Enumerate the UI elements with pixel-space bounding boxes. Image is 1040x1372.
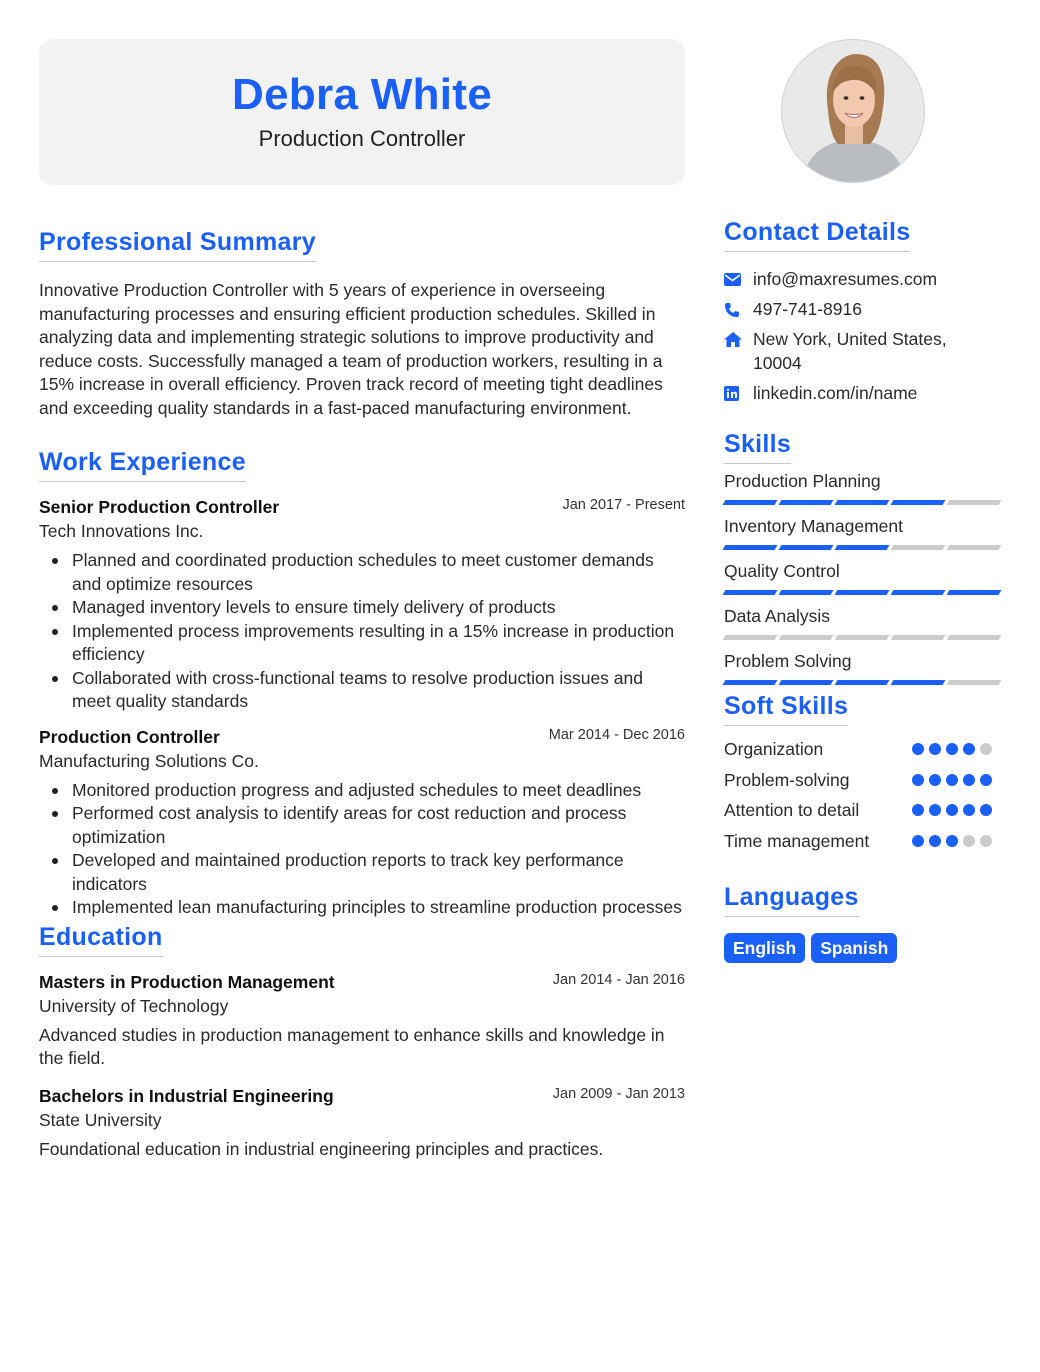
skills-list (724, 470, 1000, 685)
skill-level-segment (835, 500, 890, 505)
section-title-contact: Contact Details (724, 217, 910, 252)
education-section (39, 922, 685, 1162)
linkedin-icon (724, 382, 753, 405)
rating-dot (963, 774, 975, 786)
job-bullets (39, 549, 685, 714)
rating-dot (980, 774, 992, 786)
skill-item (724, 515, 1000, 550)
contact-email[interactable] (724, 268, 1000, 292)
section-title-summary: Professional Summary (39, 227, 316, 262)
rating-dot (980, 743, 992, 755)
section-title-soft-skills: Soft Skills (724, 691, 848, 726)
rating-dot (980, 804, 992, 816)
soft-skill-name: Organization (724, 739, 824, 759)
contact-linkedin[interactable] (724, 382, 1000, 406)
skill-level-segment (835, 635, 890, 640)
skill-item (724, 605, 1000, 640)
skill-name: Problem Solving (724, 651, 852, 671)
rating-dot (929, 804, 941, 816)
rating-dot (963, 804, 975, 816)
contact-linkedin-text: linkedin.com/in/name (753, 382, 918, 403)
rating-dot (980, 835, 992, 847)
contact-phone-text: 497-741-8916 (753, 299, 862, 319)
header-box (39, 39, 685, 185)
skill-level-segment (891, 590, 946, 595)
summary-section (39, 227, 685, 420)
job-bullets (39, 779, 685, 920)
skill-level-segment (891, 500, 946, 505)
job-entry (39, 726, 685, 920)
skill-level-segment (723, 680, 778, 685)
rating-dot (963, 835, 975, 847)
skill-level-bar (724, 635, 1000, 640)
education-entry (39, 1085, 685, 1162)
rating-dot (912, 835, 924, 847)
bullet-item: Implemented process improvements resulting in a 15% increase in production efficiency (39, 620, 685, 667)
education-dates: Jan 2009 - Jan 2013 (552, 1085, 685, 1102)
left-column (39, 39, 685, 1161)
soft-skill-item (724, 830, 1000, 861)
profile-photo (781, 39, 925, 183)
skill-level-segment (947, 635, 1002, 640)
skill-level-segment (779, 545, 834, 550)
bullet-item: Collaborated with cross-functional teams to resolve production issues and meet quality standards (39, 667, 685, 714)
rating-dot (912, 774, 924, 786)
skill-item (724, 470, 1000, 505)
skill-level-segment (947, 680, 1002, 685)
skill-level-segment (891, 545, 946, 550)
skill-level-bar (724, 545, 1000, 550)
skill-level-segment (947, 545, 1002, 550)
soft-skills-section (724, 691, 1000, 860)
contact-address-text: New York, United States, 10004 (753, 329, 947, 373)
soft-skills-list (724, 738, 1000, 860)
skill-level-bar (724, 680, 1000, 685)
language-badge: Spanish (811, 933, 897, 963)
skill-name: Production Planning (724, 471, 881, 491)
skill-level-segment (723, 545, 778, 550)
contact-email-text: info@maxresumes.com (753, 269, 938, 289)
contact-list (724, 268, 1000, 405)
bullet-item: Developed and maintained production reports to track key performance indicators (39, 849, 685, 896)
bullet-item: Performed cost analysis to identify areas for cost reduction and process optimization (39, 802, 685, 849)
language-badge: English (724, 933, 805, 963)
section-title-skills: Skills (724, 429, 791, 464)
education-description: Foundational education in industrial engineering principles and practices. (39, 1138, 604, 1159)
rating-dot (929, 743, 941, 755)
education-entry (39, 971, 685, 1071)
rating-dot (946, 804, 958, 816)
soft-skill-rating (912, 774, 992, 786)
job-company: Tech Innovations Inc. (39, 521, 204, 541)
skill-level-segment (779, 680, 834, 685)
skill-level-segment (891, 635, 946, 640)
rating-dot (946, 774, 958, 786)
job-dates: Jan 2017 - Present (562, 497, 685, 513)
soft-skill-item (724, 769, 1000, 800)
profile-photo-illustration (782, 40, 925, 183)
skill-level-segment (835, 590, 890, 595)
soft-skill-item (724, 799, 1000, 830)
soft-skill-name: Problem-solving (724, 769, 850, 790)
bullet-item: Implemented lean manufacturing principles to streamline production processes (39, 896, 685, 920)
candidate-title: Production Controller (258, 126, 466, 151)
soft-skill-name: Attention to detail (724, 800, 860, 820)
skill-item (724, 650, 1000, 685)
skill-level-bar (724, 590, 1000, 595)
candidate-name: Debra White (232, 70, 492, 119)
contact-section (724, 217, 1000, 405)
rating-dot (929, 835, 941, 847)
degree-title: Masters in Production Management (39, 971, 335, 992)
skill-level-segment (835, 680, 890, 685)
rating-dot (929, 774, 941, 786)
rating-dot (912, 743, 924, 755)
skill-level-bar (724, 500, 1000, 505)
skill-name: Inventory Management (724, 516, 903, 536)
summary-text: Innovative Production Controller with 5 years of experience in overseeing manufacturing processes and ensuring efficient production schedules. Skilled in analyzing data and implementing strategic solutions to improve productivity and reduce costs. Successfully managed a team of production workers, resulting in a 15% increase in overall efficiency. Proven track record of meeting tight deadlines and exceeding quality standards in a fast-paced manufacturing environment. (39, 280, 663, 418)
soft-skill-rating (912, 804, 992, 816)
skill-level-segment (947, 500, 1002, 505)
sidebar-sections (724, 217, 1000, 963)
soft-skill-item (724, 738, 1000, 769)
skill-name: Quality Control (724, 561, 840, 581)
skill-level-segment (947, 590, 1002, 595)
languages-section (724, 882, 1000, 963)
job-dates: Mar 2014 - Dec 2016 (548, 726, 685, 743)
skill-level-segment (779, 590, 834, 595)
bullet-item: Monitored production progress and adjusted schedules to meet deadlines (39, 779, 685, 803)
degree-title: Bachelors in Industrial Engineering (39, 1085, 334, 1106)
rating-dot (946, 835, 958, 847)
rating-dot (963, 743, 975, 755)
soft-skill-rating (912, 743, 992, 755)
education-description: Advanced studies in production management to enhance skills and knowledge in the field. (39, 1024, 665, 1068)
skill-level-segment (779, 635, 834, 640)
contact-phone[interactable] (724, 298, 1000, 322)
section-title-experience: Work Experience (39, 447, 246, 482)
bullet-item: Managed inventory levels to ensure timely delivery of products (39, 596, 685, 620)
skills-section (724, 429, 1000, 685)
skill-level-segment (723, 635, 778, 640)
phone-icon (724, 298, 753, 321)
skill-level-segment (835, 545, 890, 550)
job-company: Manufacturing Solutions Co. (39, 750, 259, 771)
skill-level-segment (723, 590, 778, 595)
skill-level-segment (891, 680, 946, 685)
home-icon (724, 328, 753, 351)
section-title-education: Education (39, 922, 163, 957)
envelope-icon (724, 268, 753, 291)
skill-level-segment (723, 500, 778, 505)
rating-dot (912, 804, 924, 816)
school-name: University of Technology (39, 995, 229, 1016)
job-entry (39, 496, 685, 714)
contact-address (724, 328, 1000, 375)
job-title: Senior Production Controller (39, 497, 280, 517)
bullet-item: Planned and coordinated production schedules to meet customer demands and optimize resources (39, 549, 685, 596)
experience-section (39, 447, 685, 920)
section-title-languages: Languages (724, 882, 859, 917)
soft-skill-rating (912, 835, 992, 847)
skill-name: Data Analysis (724, 606, 831, 626)
languages-list (724, 933, 1000, 963)
school-name: State University (39, 1109, 162, 1130)
skill-item (724, 560, 1000, 595)
rating-dot (946, 743, 958, 755)
soft-skill-name: Time management (724, 830, 870, 851)
job-title: Production Controller (39, 726, 220, 747)
education-dates: Jan 2014 - Jan 2016 (552, 971, 685, 988)
skill-level-segment (779, 500, 834, 505)
